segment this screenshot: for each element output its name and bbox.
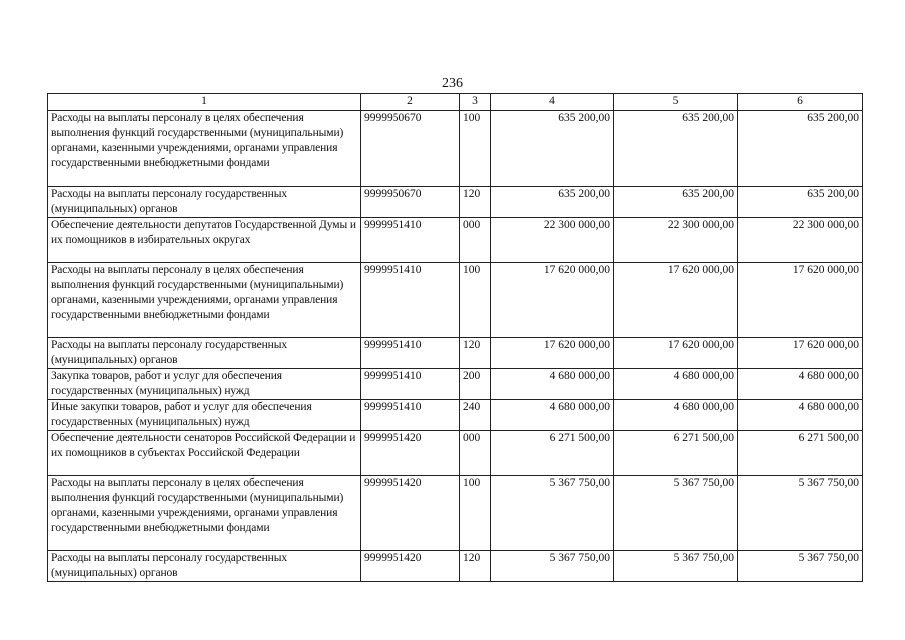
- row-amount-4: 5 367 750,00: [491, 476, 614, 551]
- row-code: 9999951410: [361, 338, 460, 369]
- column-header: 6: [738, 94, 863, 111]
- column-header: 3: [460, 94, 491, 111]
- row-code: 9999951420: [361, 431, 460, 476]
- row-amount-6: 4 680 000,00: [738, 369, 863, 400]
- row-amount-4: 635 200,00: [491, 111, 614, 187]
- row-code: 9999951410: [361, 369, 460, 400]
- row-code: 9999950670: [361, 111, 460, 187]
- row-type: 200: [460, 369, 491, 400]
- row-code: 9999951420: [361, 551, 460, 582]
- row-name: Расходы на выплаты персоналу в целях обеспечения выполнения функций государственными (муниципальными) органами, казенными учреждениями, органами управления государственными внебюджетными фондами: [48, 263, 361, 338]
- table-row: [48, 111, 863, 187]
- row-amount-5: 17 620 000,00: [614, 338, 738, 369]
- table-row: [48, 218, 863, 263]
- row-type: 120: [460, 187, 491, 218]
- row-amount-4: 17 620 000,00: [491, 338, 614, 369]
- row-amount-5: 4 680 000,00: [614, 369, 738, 400]
- row-name: Расходы на выплаты персоналу в целях обеспечения выполнения функций государственными (муниципальными) органами, казенными учреждениями, органами управления государственными внебюджетными фондами: [48, 111, 361, 187]
- row-name: Закупка товаров, работ и услуг для обеспечения государственных (муниципальных) нужд: [48, 369, 361, 400]
- row-name: Расходы на выплаты персоналу государственных (муниципальных) органов: [48, 187, 361, 218]
- table-row: [48, 338, 863, 369]
- table-row: [48, 431, 863, 476]
- column-header: 4: [491, 94, 614, 111]
- budget-table: [47, 93, 863, 582]
- row-amount-4: 4 680 000,00: [491, 400, 614, 431]
- row-amount-5: 4 680 000,00: [614, 400, 738, 431]
- row-amount-5: 635 200,00: [614, 111, 738, 187]
- row-type: 000: [460, 218, 491, 263]
- row-type: 120: [460, 551, 491, 582]
- row-type: 240: [460, 400, 491, 431]
- row-amount-6: 635 200,00: [738, 111, 863, 187]
- column-header: 5: [614, 94, 738, 111]
- table-row: [48, 551, 863, 582]
- row-amount-6: 635 200,00: [738, 187, 863, 218]
- page-number: 236: [442, 76, 463, 91]
- header-row: [48, 94, 863, 111]
- row-amount-4: 5 367 750,00: [491, 551, 614, 582]
- row-amount-5: 22 300 000,00: [614, 218, 738, 263]
- table-row: [48, 369, 863, 400]
- row-amount-6: 17 620 000,00: [738, 338, 863, 369]
- table-row: [48, 476, 863, 551]
- column-header: 2: [361, 94, 460, 111]
- row-amount-6: 6 271 500,00: [738, 431, 863, 476]
- row-amount-5: 635 200,00: [614, 187, 738, 218]
- row-amount-4: 22 300 000,00: [491, 218, 614, 263]
- row-code: 9999951410: [361, 263, 460, 338]
- row-name: Расходы на выплаты персоналу в целях обеспечения выполнения функций государственными (муниципальными) органами, казенными учреждениями, органами управления государственными внебюджетными фондами: [48, 476, 361, 551]
- row-amount-4: 6 271 500,00: [491, 431, 614, 476]
- row-amount-5: 5 367 750,00: [614, 551, 738, 582]
- row-code: 9999951410: [361, 400, 460, 431]
- row-amount-6: 4 680 000,00: [738, 400, 863, 431]
- row-amount-4: 635 200,00: [491, 187, 614, 218]
- row-amount-6: 5 367 750,00: [738, 551, 863, 582]
- row-amount-5: 6 271 500,00: [614, 431, 738, 476]
- row-amount-4: 17 620 000,00: [491, 263, 614, 338]
- row-amount-6: 17 620 000,00: [738, 263, 863, 338]
- row-name: Расходы на выплаты персоналу государственных (муниципальных) органов: [48, 551, 361, 582]
- row-type: 100: [460, 476, 491, 551]
- row-name: Расходы на выплаты персоналу государственных (муниципальных) органов: [48, 338, 361, 369]
- row-amount-5: 5 367 750,00: [614, 476, 738, 551]
- row-type: 000: [460, 431, 491, 476]
- row-amount-6: 22 300 000,00: [738, 218, 863, 263]
- column-header: 1: [48, 94, 361, 111]
- row-name: Обеспечение деятельности депутатов Государственной Думы и их помощников в избирательных округах: [48, 218, 361, 263]
- row-name: Иные закупки товаров, работ и услуг для обеспечения государственных (муниципальных) нужд: [48, 400, 361, 431]
- table-row: [48, 187, 863, 218]
- table-row: [48, 400, 863, 431]
- row-code: 9999950670: [361, 187, 460, 218]
- row-type: 120: [460, 338, 491, 369]
- row-type: 100: [460, 111, 491, 187]
- row-amount-5: 17 620 000,00: [614, 263, 738, 338]
- row-amount-6: 5 367 750,00: [738, 476, 863, 551]
- table-row: [48, 263, 863, 338]
- row-type: 100: [460, 263, 491, 338]
- row-code: 9999951420: [361, 476, 460, 551]
- row-amount-4: 4 680 000,00: [491, 369, 614, 400]
- row-code: 9999951410: [361, 218, 460, 263]
- row-name: Обеспечение деятельности сенаторов Российской Федерации и их помощников в субъектах Российской Федерации: [48, 431, 361, 476]
